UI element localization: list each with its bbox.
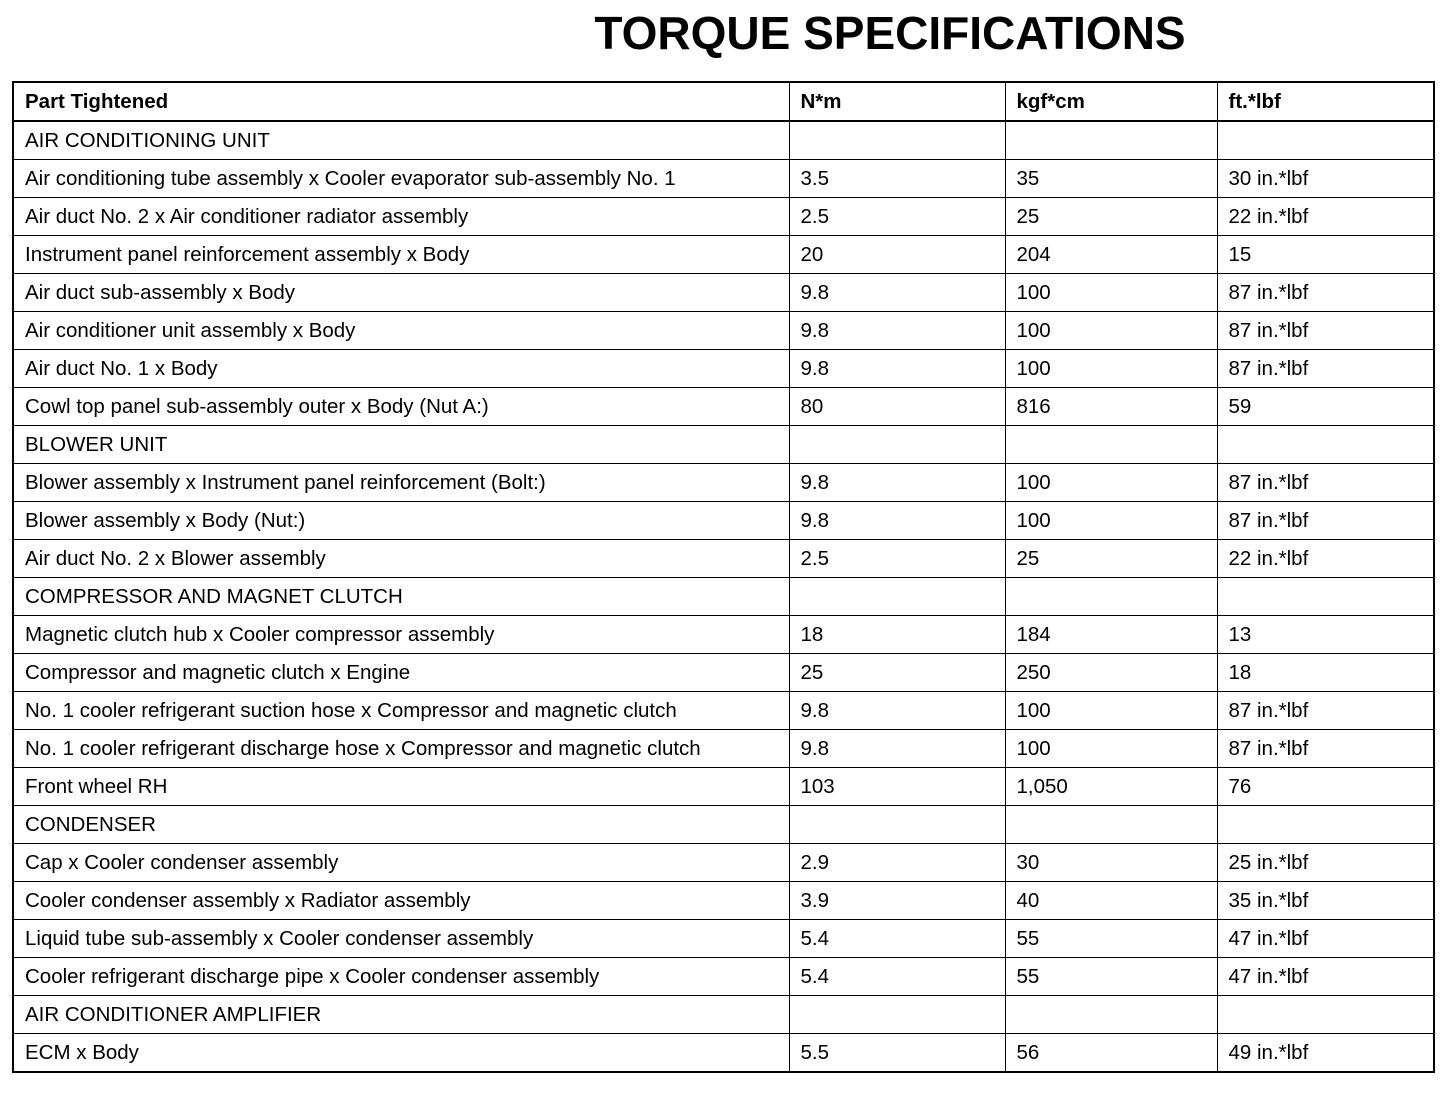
cell-ftlbf: 87 in.*lbf bbox=[1217, 502, 1434, 540]
cell-part: Cooler condenser assembly x Radiator assembly bbox=[13, 882, 789, 920]
table-row bbox=[13, 654, 1434, 692]
cell-kgfcm bbox=[1005, 578, 1217, 616]
cell-kgfcm: 100 bbox=[1005, 502, 1217, 540]
cell-part: Air conditioner unit assembly x Body bbox=[13, 312, 789, 350]
cell-ftlbf: 30 in.*lbf bbox=[1217, 160, 1434, 198]
cell-part: Cap x Cooler condenser assembly bbox=[13, 844, 789, 882]
cell-part: Blower assembly x Instrument panel reinforcement (Bolt:) bbox=[13, 464, 789, 502]
cell-kgfcm: 100 bbox=[1005, 312, 1217, 350]
table-row bbox=[13, 502, 1434, 540]
table-row bbox=[13, 236, 1434, 274]
table-row bbox=[13, 198, 1434, 236]
cell-kgfcm: 25 bbox=[1005, 540, 1217, 578]
cell-nm bbox=[789, 121, 1005, 160]
cell-kgfcm bbox=[1005, 806, 1217, 844]
table-row bbox=[13, 730, 1434, 768]
cell-part: Magnetic clutch hub x Cooler compressor assembly bbox=[13, 616, 789, 654]
section-row bbox=[13, 426, 1434, 464]
cell-kgfcm: 204 bbox=[1005, 236, 1217, 274]
section-heading: AIR CONDITIONING UNIT bbox=[13, 121, 789, 160]
cell-part: Cowl top panel sub-assembly outer x Body (Nut A:) bbox=[13, 388, 789, 426]
table-row bbox=[13, 312, 1434, 350]
cell-ftlbf: 22 in.*lbf bbox=[1217, 540, 1434, 578]
cell-nm: 5.4 bbox=[789, 920, 1005, 958]
section-row bbox=[13, 996, 1434, 1034]
cell-kgfcm: 40 bbox=[1005, 882, 1217, 920]
cell-part: No. 1 cooler refrigerant discharge hose x Compressor and magnetic clutch bbox=[13, 730, 789, 768]
cell-part: Air conditioning tube assembly x Cooler evaporator sub-assembly No. 1 bbox=[13, 160, 789, 198]
table-row bbox=[13, 920, 1434, 958]
cell-kgfcm: 35 bbox=[1005, 160, 1217, 198]
torque-spec-table bbox=[12, 81, 1435, 1073]
cell-part: Air duct No. 2 x Blower assembly bbox=[13, 540, 789, 578]
cell-nm: 80 bbox=[789, 388, 1005, 426]
cell-ftlbf: 87 in.*lbf bbox=[1217, 312, 1434, 350]
cell-part: Compressor and magnetic clutch x Engine bbox=[13, 654, 789, 692]
cell-part: Blower assembly x Body (Nut:) bbox=[13, 502, 789, 540]
cell-nm: 5.4 bbox=[789, 958, 1005, 996]
section-heading: CONDENSER bbox=[13, 806, 789, 844]
cell-part: ECM x Body bbox=[13, 1034, 789, 1073]
cell-ftlbf: 87 in.*lbf bbox=[1217, 692, 1434, 730]
cell-part: Air duct sub-assembly x Body bbox=[13, 274, 789, 312]
cell-kgfcm: 55 bbox=[1005, 958, 1217, 996]
cell-nm: 2.5 bbox=[789, 540, 1005, 578]
table-row bbox=[13, 160, 1434, 198]
cell-kgfcm bbox=[1005, 996, 1217, 1034]
table-row bbox=[13, 464, 1434, 502]
cell-kgfcm: 816 bbox=[1005, 388, 1217, 426]
cell-nm: 9.8 bbox=[789, 312, 1005, 350]
cell-nm bbox=[789, 996, 1005, 1034]
cell-ftlbf bbox=[1217, 426, 1434, 464]
page-title: TORQUE SPECIFICATIONS bbox=[594, 7, 1186, 59]
cell-ftlbf: 47 in.*lbf bbox=[1217, 920, 1434, 958]
cell-kgfcm: 250 bbox=[1005, 654, 1217, 692]
header-ftlbf: ft.*lbf bbox=[1217, 82, 1434, 121]
cell-kgfcm: 100 bbox=[1005, 692, 1217, 730]
section-heading: BLOWER UNIT bbox=[13, 426, 789, 464]
cell-nm: 9.8 bbox=[789, 350, 1005, 388]
cell-nm: 20 bbox=[789, 236, 1005, 274]
cell-nm: 3.9 bbox=[789, 882, 1005, 920]
cell-ftlbf: 18 bbox=[1217, 654, 1434, 692]
cell-kgfcm: 100 bbox=[1005, 730, 1217, 768]
cell-ftlbf bbox=[1217, 806, 1434, 844]
cell-ftlbf: 35 in.*lbf bbox=[1217, 882, 1434, 920]
table-header-row bbox=[13, 82, 1434, 121]
cell-kgfcm: 100 bbox=[1005, 350, 1217, 388]
cell-kgfcm: 100 bbox=[1005, 274, 1217, 312]
cell-nm: 2.5 bbox=[789, 198, 1005, 236]
cell-ftlbf: 59 bbox=[1217, 388, 1434, 426]
cell-kgfcm: 56 bbox=[1005, 1034, 1217, 1073]
section-heading: AIR CONDITIONER AMPLIFIER bbox=[13, 996, 789, 1034]
table-row bbox=[13, 274, 1434, 312]
cell-kgfcm bbox=[1005, 426, 1217, 464]
cell-nm: 3.5 bbox=[789, 160, 1005, 198]
section-row bbox=[13, 121, 1434, 160]
cell-nm bbox=[789, 426, 1005, 464]
cell-part: Liquid tube sub-assembly x Cooler condenser assembly bbox=[13, 920, 789, 958]
table-row bbox=[13, 882, 1434, 920]
cell-kgfcm bbox=[1005, 121, 1217, 160]
table-row bbox=[13, 1034, 1434, 1073]
header-kgfcm: kgf*cm bbox=[1005, 82, 1217, 121]
cell-nm bbox=[789, 578, 1005, 616]
header-nm: N*m bbox=[789, 82, 1005, 121]
section-row bbox=[13, 806, 1434, 844]
cell-ftlbf: 87 in.*lbf bbox=[1217, 274, 1434, 312]
header-part-tightened: Part Tightened bbox=[13, 82, 789, 121]
cell-ftlbf: 87 in.*lbf bbox=[1217, 730, 1434, 768]
cell-kgfcm: 184 bbox=[1005, 616, 1217, 654]
cell-ftlbf bbox=[1217, 578, 1434, 616]
cell-part: Front wheel RH bbox=[13, 768, 789, 806]
table-row bbox=[13, 768, 1434, 806]
table-body bbox=[13, 121, 1434, 1072]
section-row bbox=[13, 578, 1434, 616]
cell-ftlbf: 87 in.*lbf bbox=[1217, 464, 1434, 502]
cell-kgfcm: 25 bbox=[1005, 198, 1217, 236]
table-row bbox=[13, 616, 1434, 654]
cell-kgfcm: 100 bbox=[1005, 464, 1217, 502]
cell-nm: 103 bbox=[789, 768, 1005, 806]
cell-kgfcm: 1,050 bbox=[1005, 768, 1217, 806]
cell-nm: 5.5 bbox=[789, 1034, 1005, 1073]
table-row bbox=[13, 388, 1434, 426]
section-heading: COMPRESSOR AND MAGNET CLUTCH bbox=[13, 578, 789, 616]
cell-nm: 9.8 bbox=[789, 730, 1005, 768]
cell-part: Cooler refrigerant discharge pipe x Cooler condenser assembly bbox=[13, 958, 789, 996]
cell-nm: 18 bbox=[789, 616, 1005, 654]
cell-part: Instrument panel reinforcement assembly x Body bbox=[13, 236, 789, 274]
cell-part: No. 1 cooler refrigerant suction hose x Compressor and magnetic clutch bbox=[13, 692, 789, 730]
cell-part: Air duct No. 1 x Body bbox=[13, 350, 789, 388]
table-row bbox=[13, 844, 1434, 882]
cell-nm: 9.8 bbox=[789, 274, 1005, 312]
cell-ftlbf: 13 bbox=[1217, 616, 1434, 654]
cell-ftlbf: 49 in.*lbf bbox=[1217, 1034, 1434, 1073]
table-row bbox=[13, 540, 1434, 578]
cell-nm: 9.8 bbox=[789, 692, 1005, 730]
cell-ftlbf bbox=[1217, 121, 1434, 160]
cell-nm bbox=[789, 806, 1005, 844]
cell-kgfcm: 55 bbox=[1005, 920, 1217, 958]
cell-ftlbf: 87 in.*lbf bbox=[1217, 350, 1434, 388]
table-row bbox=[13, 958, 1434, 996]
cell-ftlbf bbox=[1217, 996, 1434, 1034]
cell-nm: 9.8 bbox=[789, 502, 1005, 540]
cell-part: Air duct No. 2 x Air conditioner radiator assembly bbox=[13, 198, 789, 236]
table-row bbox=[13, 350, 1434, 388]
cell-nm: 2.9 bbox=[789, 844, 1005, 882]
cell-ftlbf: 47 in.*lbf bbox=[1217, 958, 1434, 996]
cell-ftlbf: 15 bbox=[1217, 236, 1434, 274]
cell-ftlbf: 76 bbox=[1217, 768, 1434, 806]
cell-ftlbf: 22 in.*lbf bbox=[1217, 198, 1434, 236]
table-row bbox=[13, 692, 1434, 730]
cell-kgfcm: 30 bbox=[1005, 844, 1217, 882]
cell-nm: 9.8 bbox=[789, 464, 1005, 502]
cell-nm: 25 bbox=[789, 654, 1005, 692]
cell-ftlbf: 25 in.*lbf bbox=[1217, 844, 1434, 882]
